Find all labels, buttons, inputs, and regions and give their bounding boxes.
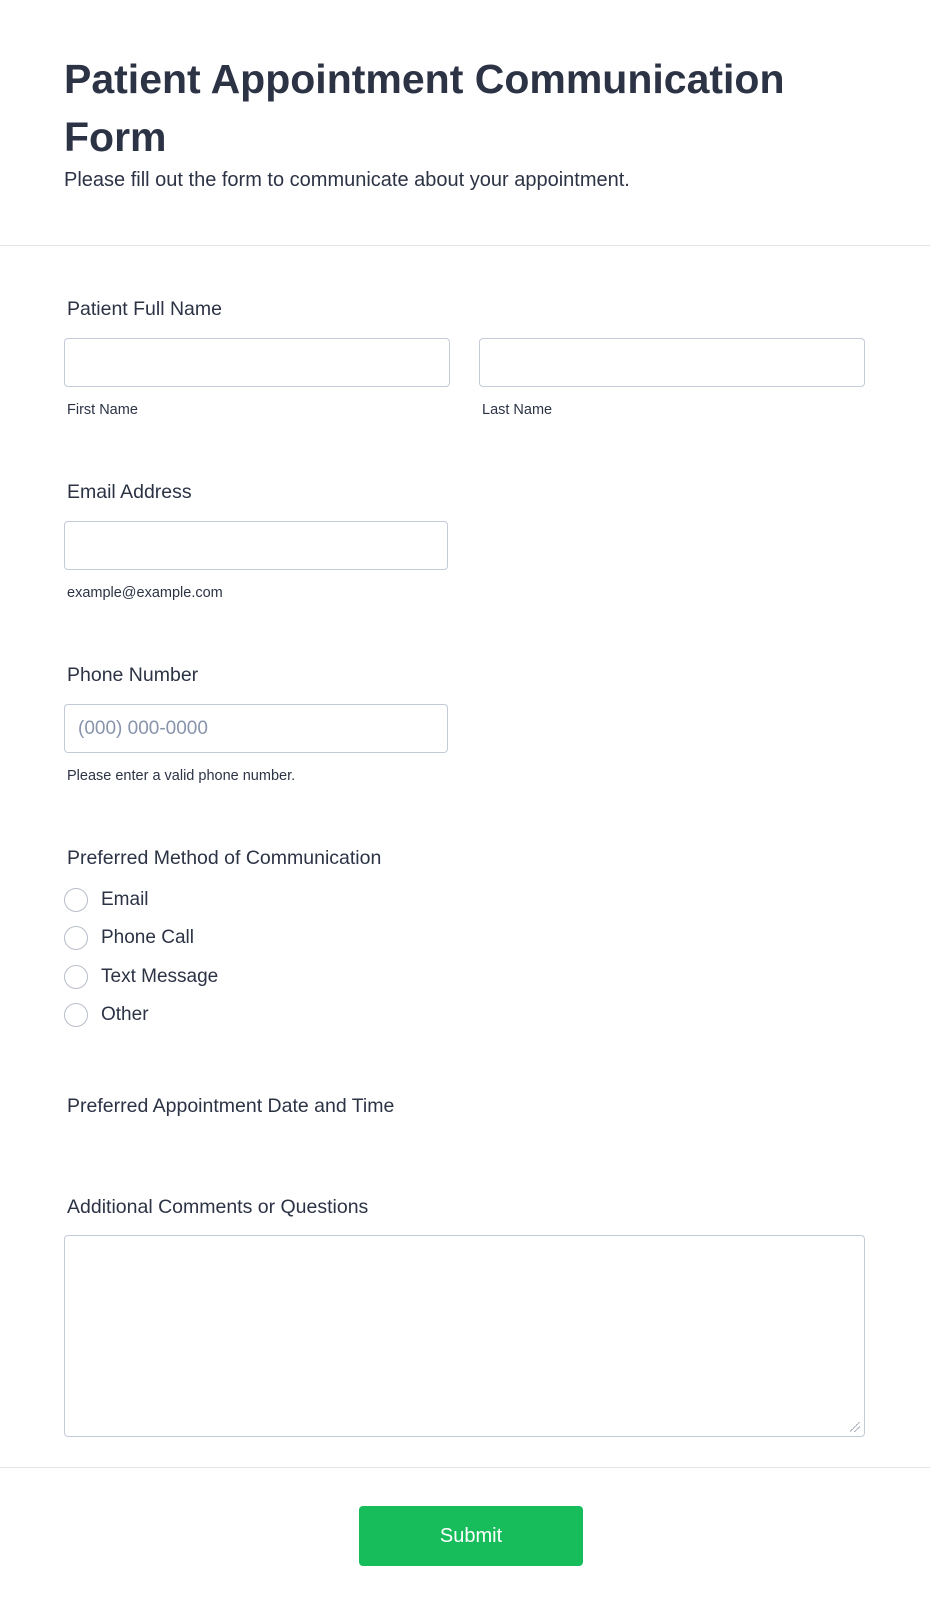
resize-grip-icon[interactable]: [850, 1422, 860, 1432]
comments-label: Additional Comments or Questions: [67, 1196, 369, 1218]
radio-circle[interactable]: [64, 1003, 88, 1027]
radio-option-phone-call[interactable]: [64, 925, 194, 951]
email-sublabel: example@example.com: [67, 585, 223, 601]
radio-label: Other: [101, 1004, 149, 1025]
first-name-input[interactable]: [64, 338, 450, 387]
comments-textarea[interactable]: [64, 1235, 865, 1437]
radio-option-email[interactable]: [64, 887, 149, 913]
radio-circle[interactable]: [64, 965, 88, 989]
last-name-input[interactable]: [479, 338, 865, 387]
page-title: Patient Appointment Communication Form: [64, 56, 785, 160]
phone-input[interactable]: [64, 704, 448, 753]
submit-button[interactable]: Submit: [359, 1506, 583, 1566]
email-label: Email Address: [67, 481, 192, 503]
radio-circle[interactable]: [64, 888, 88, 912]
phone-sublabel: Please enter a valid phone number.: [67, 768, 296, 784]
radio-label: Text Message: [101, 966, 219, 987]
radio-label: Email: [101, 889, 149, 910]
radio-option-text-message[interactable]: [64, 964, 218, 990]
full-name-label: Patient Full Name: [67, 298, 222, 320]
phone-label: Phone Number: [67, 664, 199, 686]
form-header: [0, 0, 930, 246]
footer-divider: [0, 1467, 930, 1468]
radio-option-other[interactable]: [64, 1002, 149, 1028]
radio-circle[interactable]: [64, 926, 88, 950]
page-subtitle: Please fill out the form to communicate about your appointment.: [64, 169, 630, 191]
appointment-label: Preferred Appointment Date and Time: [67, 1095, 395, 1117]
first-name-sublabel: First Name: [67, 402, 138, 418]
communication-label: Preferred Method of Communication: [67, 847, 382, 869]
radio-label: Phone Call: [101, 927, 194, 948]
last-name-sublabel: Last Name: [482, 402, 553, 418]
email-input[interactable]: [64, 521, 448, 570]
